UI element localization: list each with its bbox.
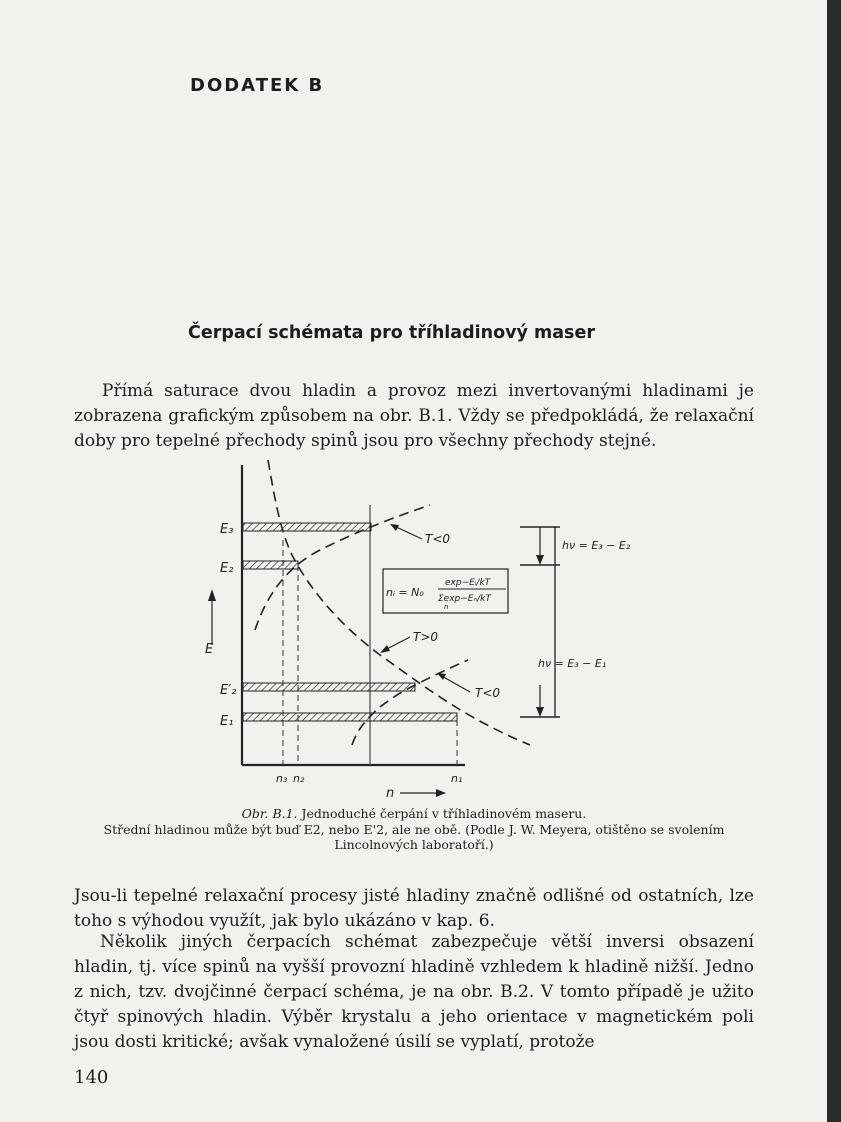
label-e3: E₃ [220, 522, 234, 537]
label-n3: n₃ [276, 772, 288, 785]
label-e2: E₂ [220, 561, 234, 576]
figure-caption [74, 806, 754, 852]
label-e2-prime: E′₂ [220, 683, 237, 698]
label-e1: E₁ [220, 714, 234, 729]
caption-title: Jednoduché čerpání v tříhladinovém maseru. [301, 806, 587, 821]
label-t-neg-lower: T<0 [475, 686, 501, 700]
level-bar-e1 [243, 713, 457, 721]
paragraph-1: Přímá saturace dvou hladin a provoz mezi invertovanými hladinami je zobrazena grafickým způsobem na obr. B.1. Vždy se předpokládá, že relaxační doby pro tepelné přechody spinů jsou pro všechny přechody stejné. [74, 381, 754, 451]
paragraph-2: Jsou-li tepelné relaxační procesy jisté hladiny značně odlišné od ostatních, lze toho s výhodou využít, jak bylo ukázáno v kap. 6. [74, 886, 754, 931]
figure-b1 [200, 455, 650, 800]
arrow-t-neg-lower [440, 675, 470, 692]
label-t-neg-upper: T<0 [425, 532, 451, 546]
label-n1: n₁ [451, 772, 463, 785]
e-axis-label: E [205, 642, 214, 657]
page-number: 140 [74, 1067, 109, 1088]
caption-lead: Obr. B.1. [241, 806, 298, 821]
paragraph-3: Několik jiných čerpacích schémat zabezpečuje větší inversi obsazení hladin, tj. více spinů na vyšší provozní hladině vzhledem k hladině nižší. Jedno z nich, tzv. dvojčinné čerpací schéma, je na obr. B.2. V tomto případě je užito čtyř spinových hladin. Výběr krystalu a jeho orientace v magnetickém poli jsou dosti kritické; avšak vynaložené úsilí se vyplatí, protože [74, 932, 754, 1052]
label-t-pos: T>0 [413, 630, 439, 644]
page-edge-shadow [827, 0, 841, 1122]
level-bar-e2 [243, 561, 298, 569]
formula-denominator: Σexp−Eₙ/kT [438, 594, 491, 604]
level-bar-e2-prime [243, 683, 415, 691]
label-n2: n₂ [293, 772, 305, 785]
svg-text:n: n [444, 603, 449, 611]
n-axis-label: n [386, 786, 395, 800]
curve-t-negative-lower [352, 660, 468, 745]
energy-level-diagram [200, 455, 650, 800]
section-title: Čerpací schémata pro tříhladinový maser [188, 323, 595, 343]
level-bar-e3 [243, 523, 371, 531]
appendix-heading: DODATEK B [190, 75, 325, 96]
caption-note: Střední hladinou může být buď E2, nebo E'2, ale ne obě. (Podle J. W. Meyera, otištěno se svolením Lincolnových laboratoří.) [103, 822, 725, 852]
label-transition-upper: hν = E₃ − E₂ [562, 539, 631, 552]
label-transition-lower: hν = E₃ − E₁ [538, 657, 607, 670]
formula-ni: nᵢ = N₀ [386, 586, 424, 599]
formula-numerator: exp−Eᵢ/kT [445, 578, 491, 588]
